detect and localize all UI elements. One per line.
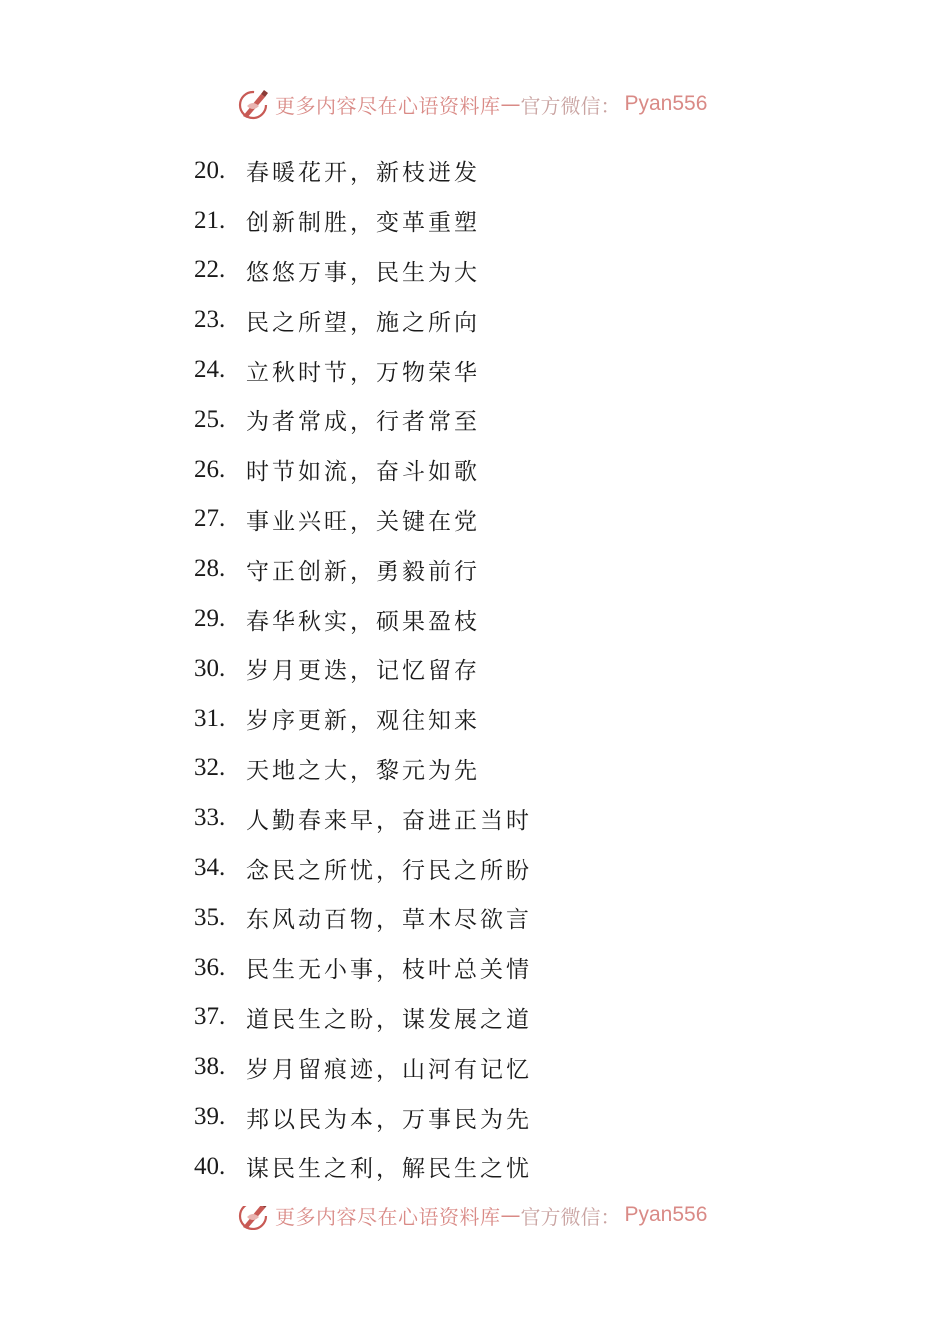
item-number: 27. <box>194 505 226 533</box>
item-number: 20. <box>194 156 226 184</box>
item-text: 为者常成，行者常至 <box>246 409 480 436</box>
item-text: 时节如流，奋斗如歌 <box>246 459 480 486</box>
item-text: 谋民生之利，解民生之忧 <box>246 1156 532 1183</box>
banner-wechat-label: 官方微信： <box>520 93 621 118</box>
list-item <box>194 495 532 545</box>
item-number: 37. <box>194 1003 226 1031</box>
list-item <box>194 146 532 196</box>
item-text: 岁序更新，观往知来 <box>246 708 480 735</box>
item-number: 38. <box>194 1053 226 1081</box>
item-text: 事业兴旺，关键在党 <box>246 508 480 535</box>
item-number: 23. <box>194 306 226 334</box>
item-number: 30. <box>194 654 226 682</box>
item-text: 人勤春来早，奋进正当时 <box>246 807 532 834</box>
list-item <box>194 345 532 395</box>
item-text: 天地之大，黎元为先 <box>246 757 480 784</box>
item-text: 悠悠万事，民生为大 <box>246 259 480 286</box>
item-text: 岁月更迭，记忆留存 <box>246 658 480 685</box>
list-item <box>194 843 532 893</box>
item-number: 21. <box>194 206 226 234</box>
item-number: 26. <box>194 455 226 483</box>
list-item <box>194 295 532 345</box>
list-item <box>194 993 532 1043</box>
item-text: 民之所望，施之所向 <box>246 309 480 336</box>
item-text: 守正创新，勇毅前行 <box>246 558 480 585</box>
list-item <box>194 395 532 445</box>
list-item <box>194 196 532 246</box>
list-item <box>194 644 532 694</box>
item-number: 39. <box>194 1103 226 1131</box>
item-number: 29. <box>194 605 226 633</box>
banner-wechat-id: Pyan556 <box>624 1206 708 1226</box>
item-number: 22. <box>194 256 226 284</box>
banner-separator: — <box>500 92 521 116</box>
list-item <box>194 893 532 943</box>
item-number: 35. <box>194 903 226 931</box>
item-number: 34. <box>194 854 226 882</box>
pen-logo-icon <box>235 1206 271 1230</box>
item-text: 岁月留痕迹，山河有记忆 <box>246 1056 532 1083</box>
slogan-list <box>194 146 532 1192</box>
item-number: 25. <box>194 405 226 433</box>
item-number: 28. <box>194 555 226 583</box>
item-text: 东风动百物，草木尽欲言 <box>246 907 532 934</box>
item-text: 道民生之盼，谋发展之道 <box>246 1006 532 1033</box>
list-item <box>194 594 532 644</box>
item-number: 24. <box>194 356 226 384</box>
list-item <box>194 544 532 594</box>
banner-wechat-label: 官方微信： <box>520 1206 621 1229</box>
list-item <box>194 1042 532 1092</box>
item-number: 40. <box>194 1152 226 1180</box>
item-text: 春华秋实，硕果盈枝 <box>246 608 480 635</box>
banner-slogan: 更多内容尽在心语资料库 <box>275 1206 501 1229</box>
list-item <box>194 246 532 296</box>
item-text: 民生无小事，枝叶总关情 <box>246 957 532 984</box>
pen-logo-icon <box>235 86 271 122</box>
banner-separator: — <box>500 1206 521 1227</box>
list-item <box>194 793 532 843</box>
header-banner <box>235 84 707 124</box>
banner-wechat-id: Pyan556 <box>624 92 708 115</box>
item-number: 31. <box>194 704 226 732</box>
item-text: 春暖花开，新枝迸发 <box>246 160 480 187</box>
item-number: 32. <box>194 754 226 782</box>
item-text: 念民之所忧，行民之所盼 <box>246 857 532 884</box>
item-number: 33. <box>194 804 226 832</box>
item-text: 立秋时节，万物荣华 <box>246 359 480 386</box>
list-item <box>194 744 532 794</box>
list-item <box>194 943 532 993</box>
list-item <box>194 1092 532 1142</box>
banner-slogan: 更多内容尽在心语资料库 <box>275 93 501 118</box>
list-item <box>194 1142 532 1192</box>
item-text: 邦以民为本，万事民为先 <box>246 1106 532 1133</box>
item-text: 创新制胜，变革重塑 <box>246 210 480 237</box>
list-item <box>194 694 532 744</box>
footer-banner <box>235 1206 707 1230</box>
item-number: 36. <box>194 953 226 981</box>
list-item <box>194 445 532 495</box>
